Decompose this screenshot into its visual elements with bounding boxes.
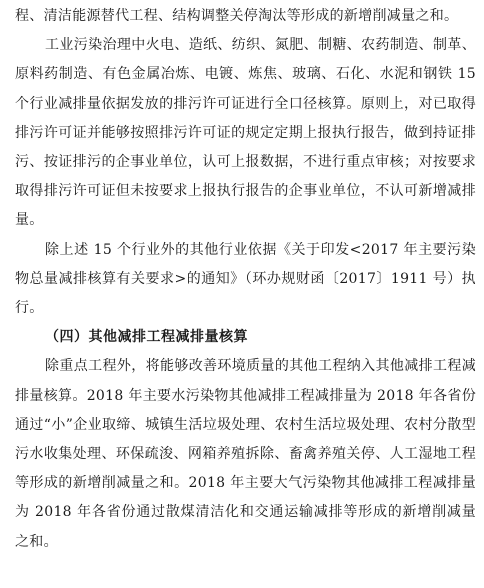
paragraph-continuation: 程、清洁能源替代工程、结构调整关停淘汰等形成的新增削减量之和。 xyxy=(15,8,459,24)
paragraph-other-industries: 除上述 15 个行业外的其他行业依据《关于印发<2017 年主要污染物总量减排核算有关要求>的通知》（环办规财函〔2017〕1911 号）执行。 xyxy=(15,241,476,317)
paragraph-industrial-pollution: 工业污染治理中火电、造纸、纺织、氮肥、制糖、农药制造、制革、原料药制造、有色金属冶炼、电镀、炼焦、玻璃、石化、水泥和钢铁 15 个行业减排量依据发放的排污许可证进行全口径核算。原则上，对已取得排污许可证并能够按照排污许可证的规定定期上报执行报告，做到持证排污、按证排污的企事业单位，认可上报数据，不进行重点审核；对按要求取得排污许可证但未按要求上报执行报告的企事业单位，不认可新增减排量。 xyxy=(15,37,476,229)
document-page xyxy=(0,2,484,588)
section-heading: （四）其他减排工程减排量核算 xyxy=(45,329,248,346)
paragraph-other-projects: 除重点工程外，将能够改善环境质量的其他工程纳入其他减排工程减排量核算。2018 年主要水污染物其他减排工程减排量为 2018 年各省份通过“小”企业取缔、城镇生活垃圾处理、农村生活垃圾处理、农村分散型污水收集处理、环保疏浚、网箱养殖拆除、畜禽养殖关停、人工湿地工程等形成的新增削减量之和。2018 年主要大气污染物其他减排工程减排量为 2018 年各省份通过散煤清洁化和交通运输减排等形成的新增削减量之和。 xyxy=(15,358,476,550)
